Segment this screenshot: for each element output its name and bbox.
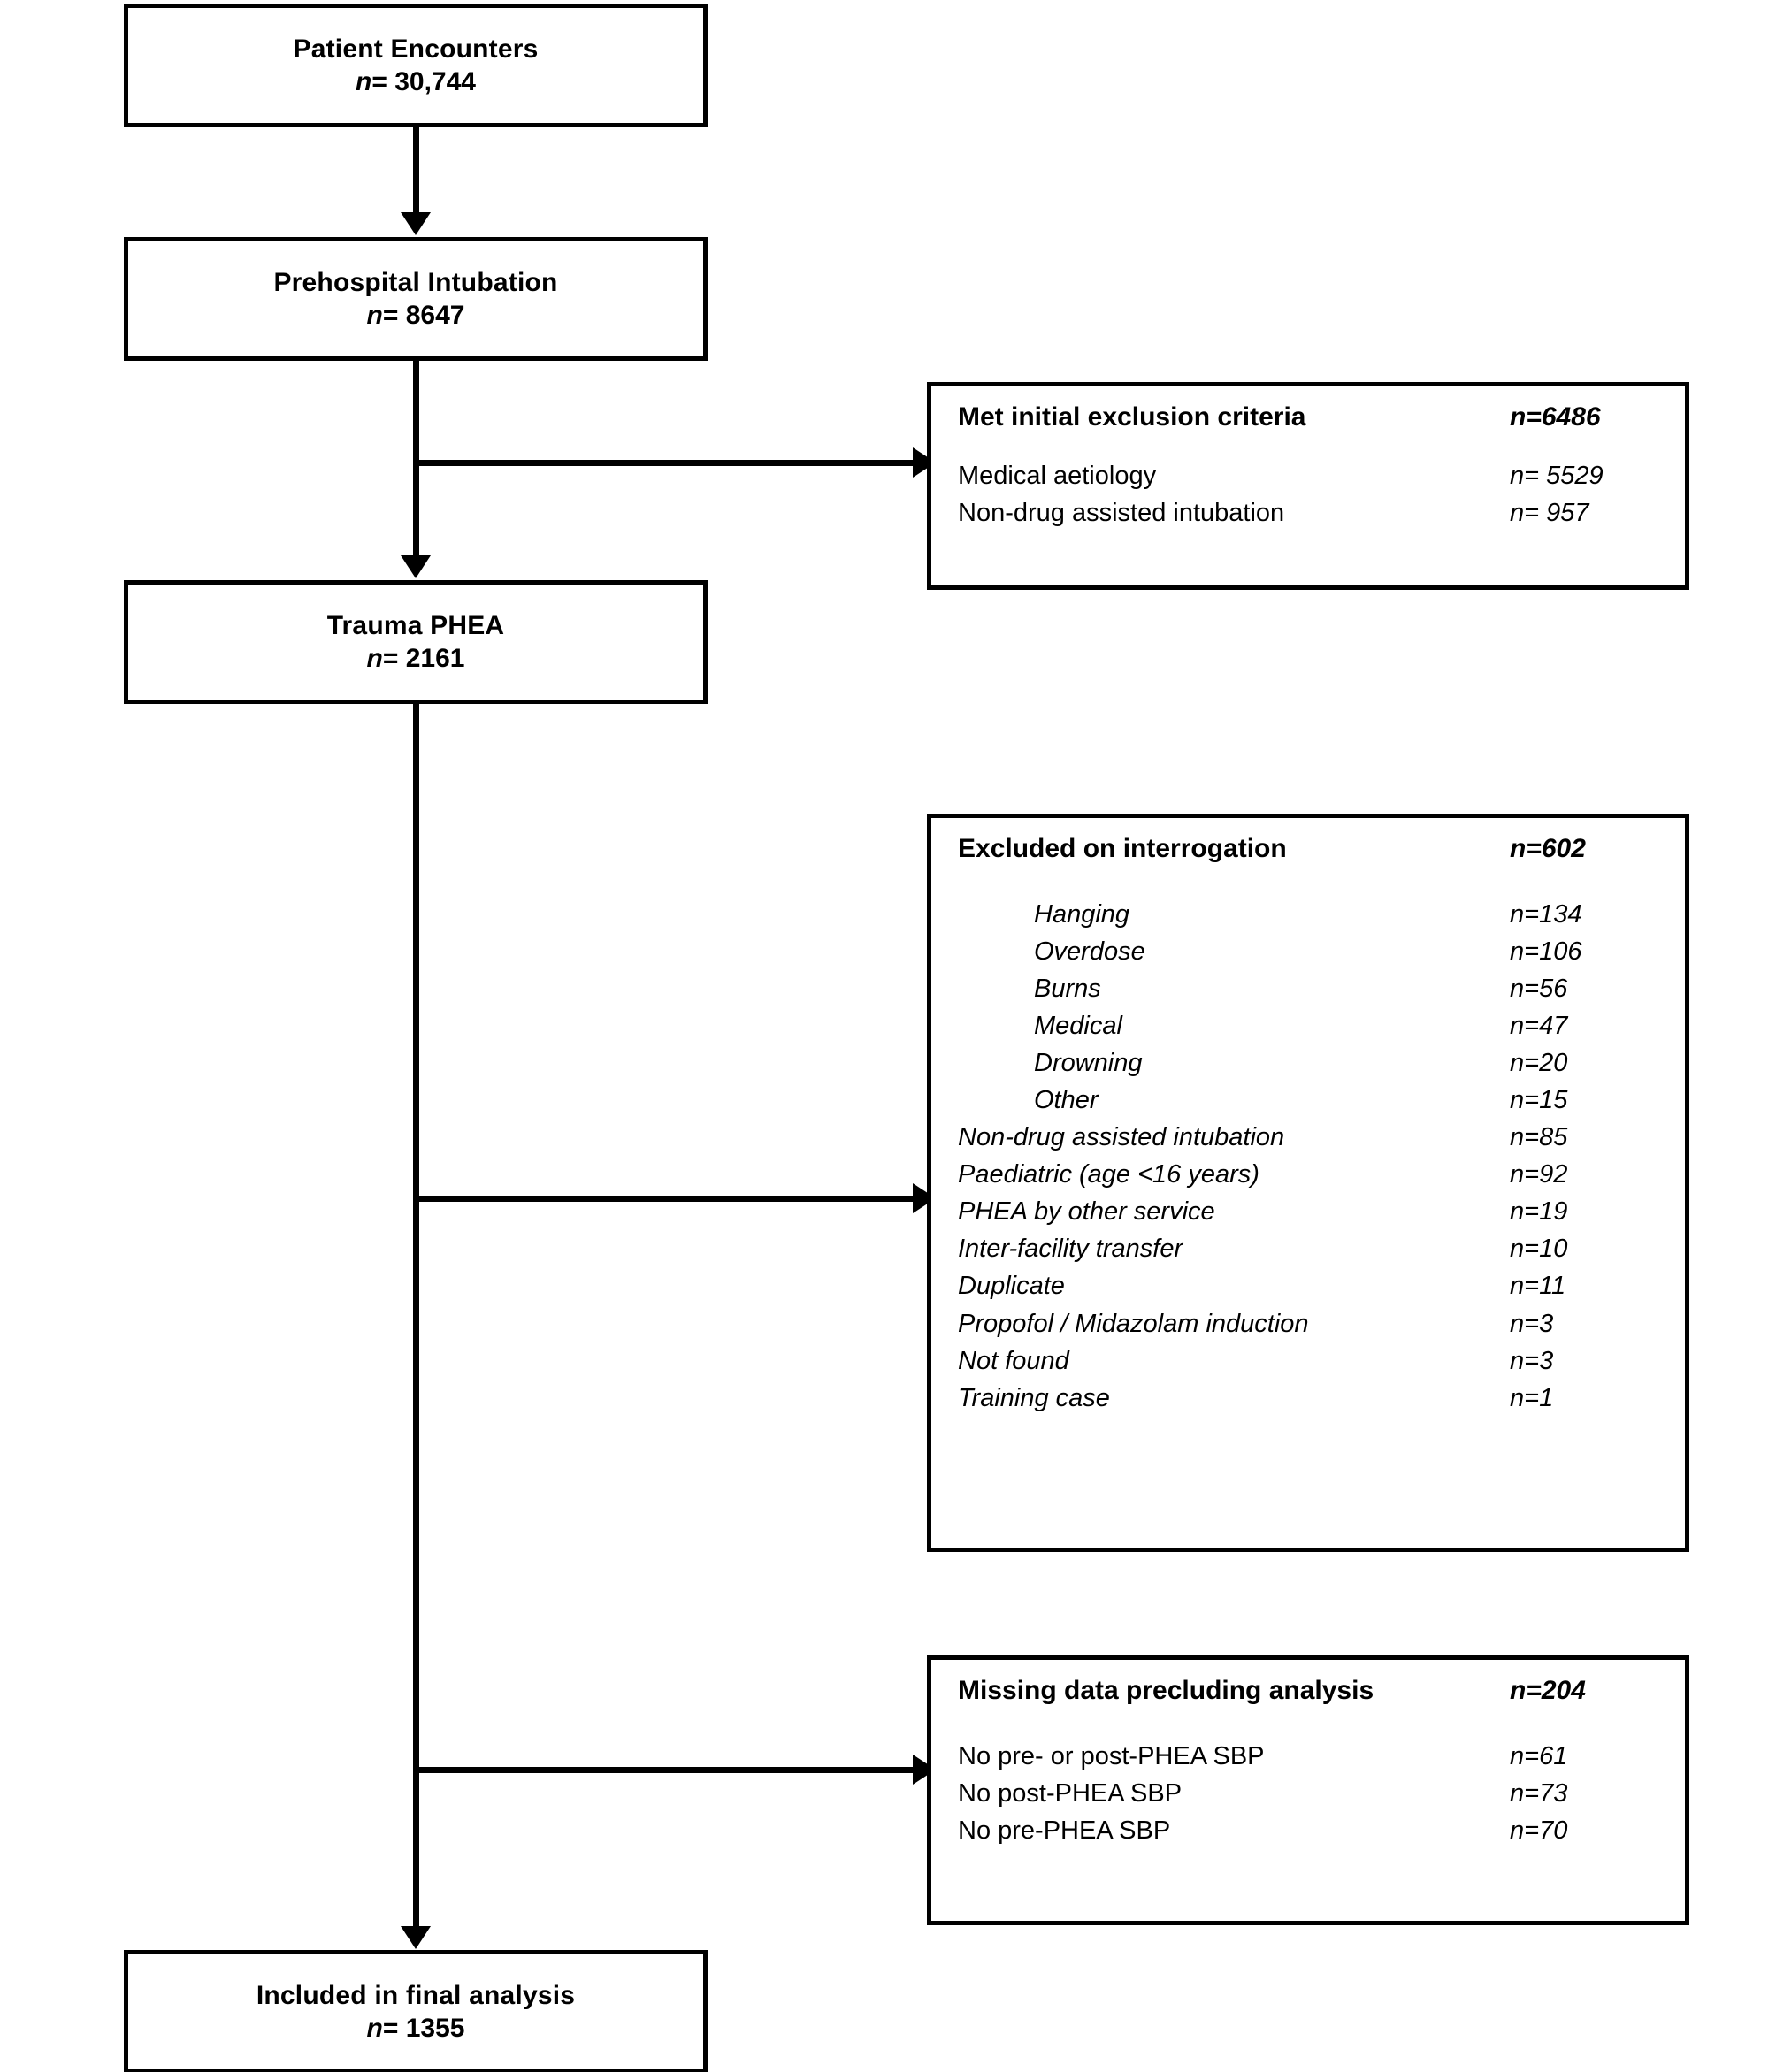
exclusion-header-count: n=602 <box>1510 834 1586 863</box>
branch-2-line <box>413 1196 917 1202</box>
exclusion-row <box>958 1230 1660 1267</box>
node-title: Included in final analysis <box>256 1980 576 2010</box>
exclusion-row-count: n=73 <box>1510 1779 1568 1808</box>
connector-1 <box>413 127 419 214</box>
exclusion-row <box>958 933 1660 970</box>
exclusion-row <box>958 1119 1660 1156</box>
exclusion-row-label: Non-drug assisted intubation <box>958 499 1285 528</box>
exclusion-row <box>958 1044 1660 1082</box>
exclusion-header-count: n=6486 <box>1510 402 1601 432</box>
connector-1-arrowhead <box>401 212 431 235</box>
n-italic: n <box>356 67 372 96</box>
exclusion-box-interrogation <box>927 814 1689 1552</box>
node-title: Patient Encounters <box>293 34 539 64</box>
branch-3-line <box>413 1767 917 1773</box>
exclusion-row-count: n= 5529 <box>1510 462 1604 490</box>
n-value: = 1355 <box>382 2014 465 2043</box>
exclusion-header-label: Excluded on interrogation <box>958 834 1287 863</box>
exclusion-row-label: Paediatric (age <16 years) <box>958 1160 1259 1189</box>
spacer <box>958 432 1660 457</box>
exclusion-row-count: n=11 <box>1510 1272 1566 1301</box>
exclusion-row-label: Drowning <box>1034 1049 1143 1078</box>
exclusion-row <box>958 970 1660 1007</box>
exclusion-row-label: Propofol / Midazolam induction <box>958 1309 1309 1338</box>
exclusion-row-label: Training case <box>958 1383 1110 1412</box>
n-italic: n <box>366 644 383 673</box>
exclusion-row-count: n= 957 <box>1510 499 1589 528</box>
exclusion-row <box>958 457 1660 494</box>
exclusion-row-label: Inter-facility transfer <box>958 1235 1183 1264</box>
exclusion-header-count: n=204 <box>1510 1676 1586 1705</box>
exclusion-box-initial-criteria <box>927 382 1689 590</box>
exclusion-row <box>958 1775 1660 1812</box>
exclusion-row <box>958 1193 1660 1230</box>
exclusion-row-label: Non-drug assisted intubation <box>958 1123 1285 1152</box>
node-included-final-analysis <box>124 1950 708 2072</box>
node-patient-encounters <box>124 4 708 127</box>
node-count <box>367 642 465 676</box>
exclusion-row <box>958 1156 1660 1193</box>
exclusion-box-missing-data <box>927 1655 1689 1925</box>
exclusion-row-label: Not found <box>958 1346 1069 1375</box>
exclusion-row <box>958 494 1660 531</box>
exclusion-row-count: n=15 <box>1510 1086 1568 1115</box>
exclusion-row-label: Overdose <box>1034 937 1145 967</box>
node-prehospital-intubation <box>124 237 708 361</box>
n-value: = 2161 <box>382 644 465 673</box>
exclusion-row-label: No pre- or post-PHEA SBP <box>958 1742 1265 1770</box>
exclusion-row-label: Other <box>1034 1086 1099 1115</box>
node-trauma-phea <box>124 580 708 704</box>
node-count <box>356 65 476 99</box>
exclusion-row <box>958 1738 1660 1775</box>
exclusion-row <box>958 1007 1660 1044</box>
exclusion-row-count: n=19 <box>1510 1197 1568 1227</box>
exclusion-row-count: n=85 <box>1510 1123 1568 1152</box>
node-count <box>367 2012 465 2045</box>
exclusion-header-label: Missing data precluding analysis <box>958 1676 1374 1705</box>
exclusion-row-count: n=70 <box>1510 1816 1568 1846</box>
n-italic: n <box>366 301 383 330</box>
n-value: = 8647 <box>382 301 465 330</box>
exclusion-row-label: Medical <box>1034 1012 1122 1041</box>
node-title: Prehospital Intubation <box>273 267 558 297</box>
exclusion-row <box>958 1342 1660 1380</box>
exclusion-header <box>958 1676 1660 1706</box>
exclusion-header <box>958 834 1660 864</box>
connector-3 <box>413 704 419 1926</box>
exclusion-row-label: Burns <box>1034 975 1101 1004</box>
spacer <box>958 864 1660 896</box>
exclusion-row-count: n=1 <box>1510 1383 1554 1412</box>
n-italic: n <box>366 2014 383 2043</box>
exclusion-row-count: n=106 <box>1510 937 1582 967</box>
connector-2-arrowhead <box>401 555 431 578</box>
exclusion-header-label: Met initial exclusion criteria <box>958 402 1306 432</box>
exclusion-row <box>958 1305 1660 1342</box>
exclusion-row <box>958 1812 1660 1849</box>
exclusion-row-label: No post-PHEA SBP <box>958 1779 1183 1808</box>
connector-2 <box>413 361 419 555</box>
exclusion-row-label: Hanging <box>1034 900 1130 929</box>
exclusion-row-count: n=3 <box>1510 1309 1554 1338</box>
exclusion-row-count: n=10 <box>1510 1235 1568 1264</box>
branch-1-line <box>413 460 917 466</box>
node-count <box>367 299 465 333</box>
exclusion-row <box>958 1380 1660 1417</box>
exclusion-row-count: n=20 <box>1510 1049 1568 1078</box>
spacer <box>958 1706 1660 1738</box>
exclusion-row-count: n=56 <box>1510 975 1568 1004</box>
exclusion-row <box>958 1267 1660 1304</box>
exclusion-row <box>958 1082 1660 1119</box>
exclusion-row-label: Medical aetiology <box>958 462 1157 490</box>
exclusion-row-label: Duplicate <box>958 1272 1065 1301</box>
connector-3-arrowhead <box>401 1926 431 1949</box>
exclusion-row-label: No pre-PHEA SBP <box>958 1816 1171 1846</box>
node-title: Trauma PHEA <box>326 610 505 640</box>
exclusion-row <box>958 896 1660 933</box>
exclusion-row-count: n=47 <box>1510 1012 1568 1041</box>
exclusion-row-count: n=61 <box>1510 1742 1568 1770</box>
exclusion-row-label: PHEA by other service <box>958 1197 1215 1227</box>
exclusion-row-count: n=134 <box>1510 900 1582 929</box>
exclusion-header <box>958 402 1660 432</box>
n-value: = 30,744 <box>371 67 476 96</box>
exclusion-row-count: n=3 <box>1510 1346 1554 1375</box>
exclusion-row-count: n=92 <box>1510 1160 1568 1189</box>
